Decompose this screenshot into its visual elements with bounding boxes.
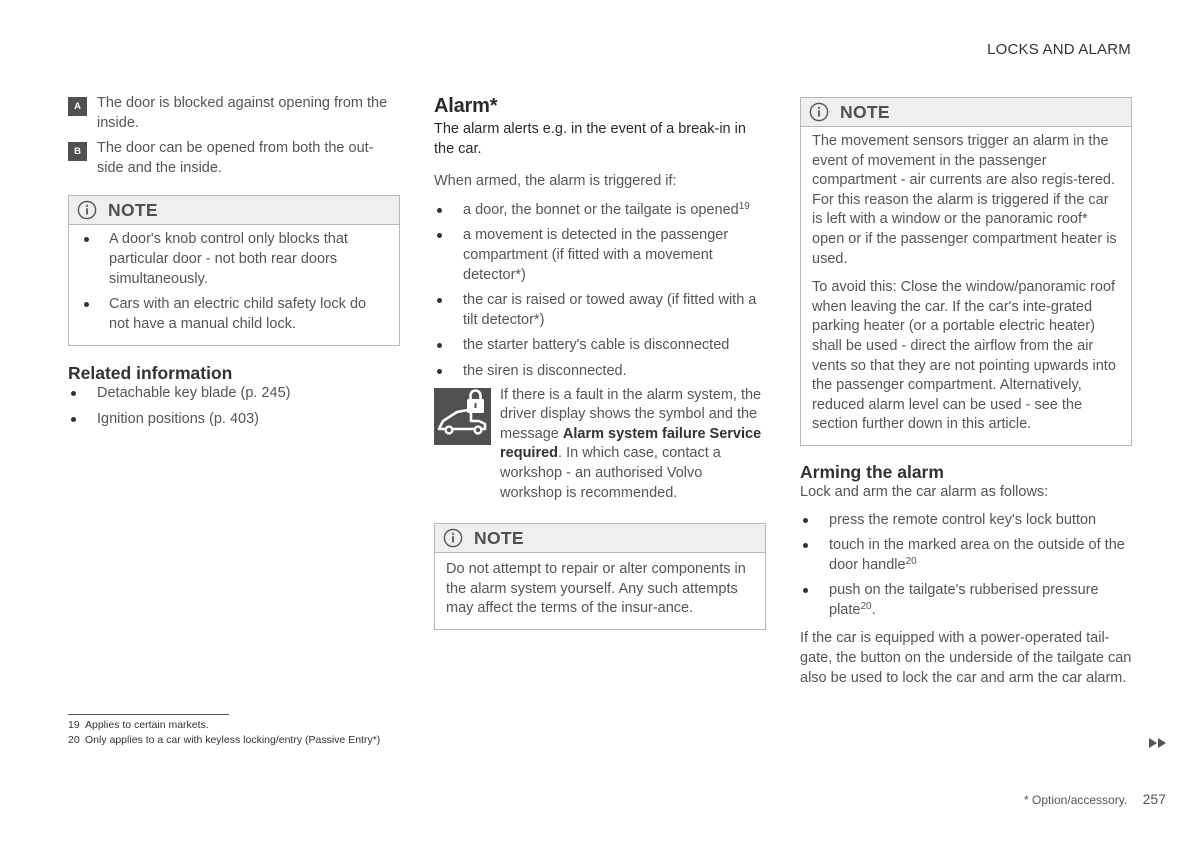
arming-steps-list (800, 511, 1132, 621)
list-item: a movement is detected in the passenger compartment (if fitted with a movement detector*) (434, 226, 766, 285)
armed-trigger-text: When armed, the alarm is triggered if: (434, 173, 677, 190)
footnote-text: Only applies to a car with keyless locking/entry (Passive Entry*) (85, 734, 381, 746)
list-item (800, 581, 1132, 620)
note-title: NOTE (474, 527, 524, 548)
list-item (800, 536, 1132, 575)
note-box-movement-sensors (800, 97, 1132, 446)
power-tailgate-text: If the car is equipped with a power-operated tail-gate, the button on the underside of the tailgate can also be used to lock the car and arm the car alarm. (800, 630, 1132, 686)
footnote-20 (68, 733, 488, 748)
arming-heading: Arming the alarm (800, 461, 944, 482)
footnote-divider (68, 714, 229, 715)
alarm-intro: The alarm alerts e.g. in the event of a break-in in the car. (434, 121, 746, 157)
footnote-number: 20 (68, 734, 80, 746)
step-text: push on the tailgate's rubberised pressure plate (829, 582, 1099, 618)
fault-text-end: . In which case, contact a workshop - an authorised Volvo workshop is recommended. (500, 445, 721, 501)
list-item: the starter battery's cable is disconnected (434, 336, 766, 356)
footnote-19 (68, 718, 488, 733)
list-item (434, 201, 766, 221)
related-link-key-blade[interactable]: Detachable key blade (p. 245) (68, 384, 400, 404)
arming-intro: Lock and arm the car alarm as follows: (800, 483, 1049, 500)
related-information-list (68, 384, 400, 429)
footnote-ref-20: 20 (860, 600, 872, 612)
note-title: NOTE (108, 199, 158, 220)
info-circle-icon (443, 528, 463, 548)
note-text: Do not attempt to repair or alter components in the alarm system yourself. Any such attempts may affect the terms of the insur-ance. (446, 561, 746, 617)
footnote-text: Applies to certain markets. (85, 719, 209, 731)
list-item: Cars with an electric child safety lock do not have a manual child lock. (80, 295, 388, 334)
related-information-heading: Related information (68, 363, 233, 384)
lettered-item-b (68, 139, 400, 178)
related-link-ignition-positions[interactable]: Ignition positions (p. 403) (68, 410, 400, 430)
column-right (800, 97, 1132, 688)
alarm-trigger-list (434, 201, 766, 382)
page-number: 257 (1142, 791, 1166, 807)
note-body (69, 225, 399, 345)
info-circle-icon (809, 102, 829, 122)
list-item: A door's knob control only blocks that particular door - not both rear doors simultaneously. (80, 230, 388, 289)
note-title: NOTE (840, 101, 890, 122)
fault-text: If there is a fault in the alarm system, the driver display shows the symbol and the message (500, 386, 762, 442)
alarm-fault-block (434, 386, 766, 504)
alarm-fault-text-top (500, 386, 766, 504)
note-text: The movement sensors trigger an alarm in the event of movement in the passenger compartment - air currents are also regis-tered. For this reason the alarm is triggered if the car is left with a window or the panoramic roof* open or if the passenger compartment heater is used. (812, 133, 1117, 267)
note-body (435, 553, 765, 629)
note-header (435, 524, 765, 553)
alarm-heading: Alarm* (434, 95, 498, 117)
lettered-item-a (68, 94, 400, 133)
list-item: press the remote control key's lock button (800, 511, 1132, 531)
footnotes (68, 718, 488, 748)
section-header: LOCKS AND ALARM (987, 41, 1131, 58)
step-text-end: . (871, 601, 876, 618)
column-middle (434, 94, 766, 630)
lettered-item-text: The door can be opened from both the out-side and the inside. (97, 140, 374, 176)
note-box-repair (434, 523, 766, 630)
trigger-text: a door, the bonnet or the tailgate is opened (463, 201, 739, 218)
alarm-failure-message: Alarm system failure Service required (500, 425, 762, 462)
column-left (68, 94, 400, 430)
alarm-system-symbol-icon (434, 388, 491, 445)
lettered-item-text: The door is blocked against opening from the inside. (97, 95, 388, 131)
option-accessory-note: * Option/accessory. (1024, 793, 1128, 807)
footnote-ref-19: 19 (738, 200, 750, 212)
note-list (80, 230, 388, 334)
note-header (801, 98, 1131, 127)
note-box-child-lock (68, 195, 400, 346)
step-text: touch in the marked area on the outside of the door handle (829, 537, 1125, 573)
footnote-number: 19 (68, 719, 80, 731)
note-body (801, 127, 1131, 445)
double-arrow-right-icon (1148, 737, 1168, 749)
note-header (69, 196, 399, 225)
note-text: To avoid this: Close the window/panoramic roof when leaving the car. If the car's inte-grated parking heater (or a portable electric heater) shall be used - direct the airflow from the air vents so that they are not pointing upwards into the passenger compartment. Alternatively, reduced alarm level can be used - see the section further down in this article. (812, 279, 1116, 433)
letter-badge-b: B (68, 142, 87, 161)
list-item: the siren is disconnected. (434, 362, 766, 382)
info-circle-icon (77, 200, 97, 220)
footnote-ref-20: 20 (905, 555, 917, 567)
letter-badge-a: A (68, 97, 87, 116)
list-item: the car is raised or towed away (if fitted with a tilt detector*) (434, 291, 766, 330)
